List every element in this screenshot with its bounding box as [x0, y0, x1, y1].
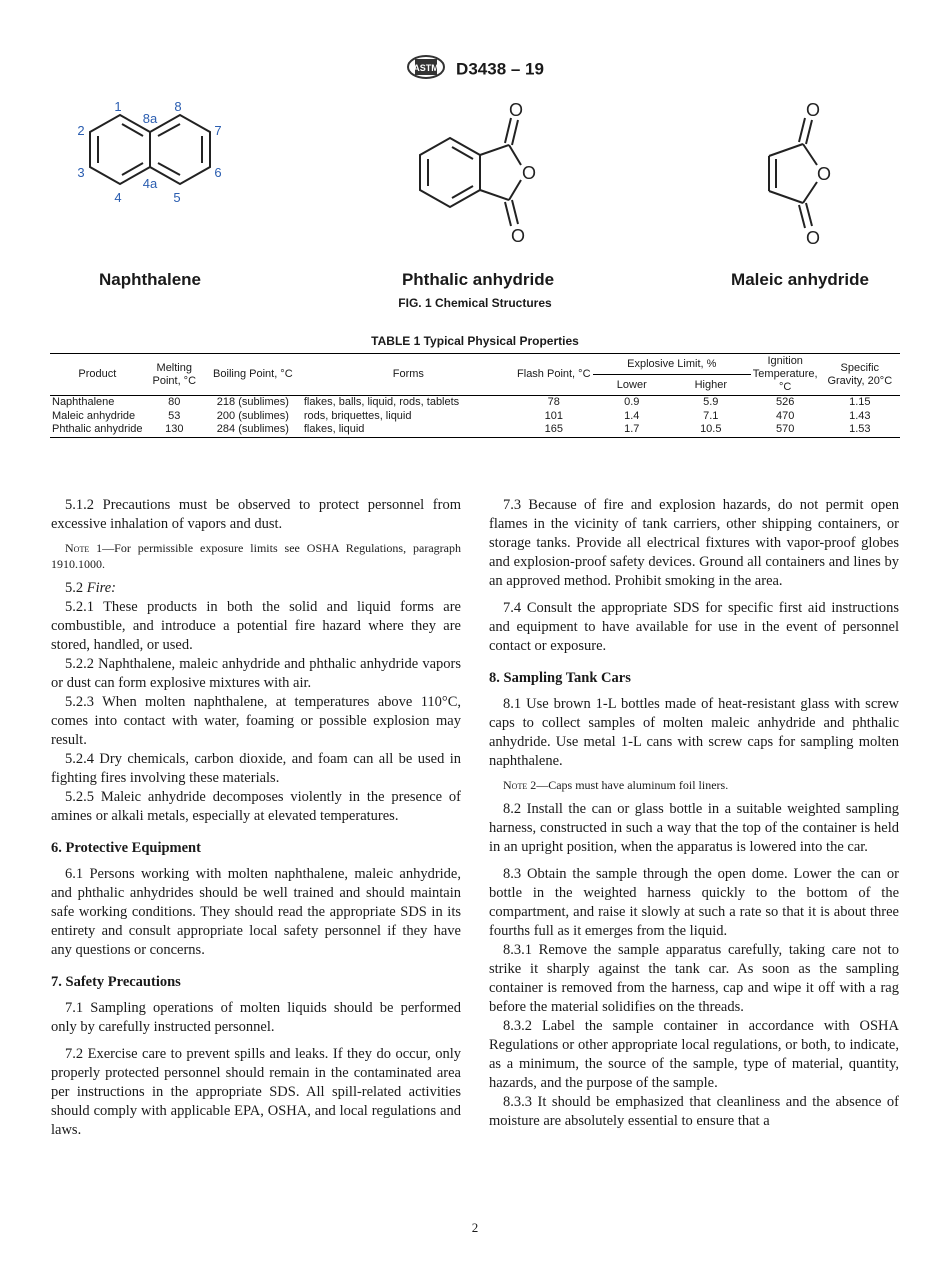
page-header — [0, 54, 950, 85]
locant-8: 8 — [174, 99, 182, 114]
paragraph-8-3-1: 8.3.1 Remove the sample apparatus carefully, taking care not to strike it sharply against the tank car. As soon as the sampling container is removed from the harness, cap and wipe it off with a rag before the material solidifies on the threads. — [489, 942, 899, 1015]
paragraph-7-3: 7.3 Because of fire and explosion hazards, do not permit open flames in the vicinity of tank carriers, other shipping containers, or storage tanks. Provide all electrical fixtures with vapor-proof globes and explosion-proof safety devices. Ground all containers and lines by an approved method. Prohibit smoking in the area. — [489, 497, 899, 589]
paragraph-5-1-2: 5.1.2 Precautions must be observed to protect personnel from excessive inhalation of vapors and dust. — [51, 497, 461, 532]
right-text-column — [489, 496, 899, 1131]
note-2-text: —Caps must have aluminum foil liners. — [536, 778, 729, 792]
header-ignition-temperature: Ignition Temperature, °C — [751, 354, 820, 396]
cell-higher: 10.5 — [671, 423, 751, 437]
paragraph-7-1: 7.1 Sampling operations of molten liquids should be performed only by carefully instructed personnel. — [51, 1000, 461, 1035]
carbonyl-oxygen-bottom: O — [510, 226, 526, 246]
cell-boiling: 200 (sublimes) — [216, 409, 289, 422]
paragraph-5-2 — [51, 579, 461, 598]
section-7-heading: 7. Safety Precautions — [51, 974, 181, 990]
note-2 — [489, 777, 899, 793]
locant-7: 7 — [214, 123, 222, 138]
paragraph-8-1: 8.1 Use brown 1-L bottles made of heat-resistant glass with screw caps to collect samples of molten maleic anhydride and phthalic anhydride. Use metal 1-L cans with screw caps for sampling molten naphthalene. — [489, 696, 899, 769]
carbonyl-oxygen-top: O — [805, 100, 821, 120]
cell-forms: flakes, liquid — [302, 423, 515, 437]
svg-text:ASTM: ASTM — [413, 63, 439, 73]
cell-flash: 101 — [544, 409, 563, 422]
cell-flash: 165 — [515, 423, 593, 437]
table-row — [50, 396, 900, 410]
cell-lower: 0.9 — [624, 396, 640, 408]
cell-product: Maleic anhydride — [52, 409, 136, 422]
paragraph-5-2-title: Fire: — [86, 580, 117, 596]
section-6-heading: 6. Protective Equipment — [51, 840, 201, 856]
locant-2: 2 — [77, 123, 85, 138]
carbonyl-oxygen-bottom: O — [805, 228, 821, 248]
paragraph-5-2-1: 5.2.1 These products in both the solid and liquid forms are combustible, and introduce a potential fire hazard where they are stored, handled, or used. — [51, 599, 461, 653]
cell-higher: 7.1 — [703, 409, 719, 422]
paragraph-8-3: 8.3 Obtain the sample through the open dome. Lower the can or bottle in the weighted harness quickly to the bottom of the compartment, and raise it slowly at such a rate so that it is about three fourths full as it emerges from the liquid. — [489, 866, 899, 939]
note-1-text: —For permissible exposure limits see OSHA Regulations, paragraph 1910.1000. — [51, 541, 461, 571]
phthalic-anhydride-label: Phthalic anhydride — [401, 270, 555, 289]
cell-higher: 5.9 — [703, 396, 719, 408]
maleic-anhydride-structure — [755, 96, 855, 248]
cell-product: Naphthalene — [52, 396, 115, 408]
phthalic-anhydride-structure — [405, 96, 550, 246]
paragraph-8-2: 8.2 Install the can or glass bottle in a suitable weighted sampling harness, constructed in such a way that the top of the container is held in an upright position, when the apparatus is lowered into the car. — [489, 801, 899, 855]
header-boiling-point: Boiling Point, °C — [204, 354, 302, 396]
header-product: Product — [50, 354, 145, 396]
cell-lower: 1.4 — [624, 409, 640, 422]
table-row — [50, 423, 900, 437]
left-text-column — [51, 496, 461, 1140]
cell-boiling: 218 (sublimes) — [216, 396, 289, 408]
physical-properties-table — [50, 353, 900, 438]
cell-gravity: 1.43 — [849, 409, 871, 422]
header-melting-point: Melting Point, °C — [145, 354, 204, 396]
paragraph-5-2-5: 5.2.5 Maleic anhydride decomposes violently in the presence of amines or alkali metals, especially at elevated temperatures. — [51, 789, 461, 824]
table-row — [50, 410, 900, 424]
paragraph-8-3-3: 8.3.3 It should be emphasized that cleanliness and the absence of moisture are absolutely essential to ensure that a — [489, 1094, 899, 1129]
cell-melting: 130 — [145, 423, 204, 437]
cell-gravity: 1.53 — [820, 423, 900, 437]
page-number: 2 — [471, 1220, 479, 1235]
locant-6: 6 — [214, 165, 222, 180]
paragraph-5-2-4: 5.2.4 Dry chemicals, carbon dioxide, and foam can all be used in fighting fires involving these materials. — [51, 751, 461, 786]
maleic-anhydride-label: Maleic anhydride — [731, 270, 869, 289]
locant-1: 1 — [114, 99, 122, 114]
paragraph-5-2-number: 5.2 — [65, 580, 87, 596]
cell-forms: flakes, balls, liquid, rods, tablets — [303, 396, 460, 408]
ring-oxygen: O — [816, 164, 832, 184]
section-8-heading: 8. Sampling Tank Cars — [489, 670, 631, 686]
paragraph-5-2-2: 5.2.2 Naphthalene, maleic anhydride and phthalic anhydride vapors or dust can form explosive mixtures with air. — [51, 656, 461, 691]
paragraph-7-2: 7.2 Exercise care to prevent spills and leaks. If they do occur, only properly protected personnel should remain in the contaminated area per instructions in the appropriate SDS. All spill-related activities should comply with applicable EPA, OSHA, and local regulations and laws. — [51, 1046, 461, 1138]
header-forms: Forms — [302, 354, 515, 396]
cell-flash: 78 — [547, 396, 560, 408]
figure-caption: FIG. 1 Chemical Structures — [398, 296, 552, 310]
table-title: TABLE 1 Typical Physical Properties — [371, 334, 579, 348]
astm-logo-icon — [406, 54, 446, 85]
naphthalene-label: Naphthalene — [98, 270, 202, 289]
locant-4a: 4a — [142, 176, 158, 191]
header-flash-point: Flash Point, °C — [515, 354, 593, 396]
document-designation: D3438 – 19 — [456, 59, 544, 79]
naphthalene-structure — [70, 95, 230, 210]
paragraph-6-1: 6.1 Persons working with molten naphthalene, maleic anhydride, and phthalic anhydrides should be well trained and should maintain safe working conditions. They should read the appropriate SDS in its entirety and consult appropriate local safety personnel if they have any questions or concerns. — [51, 866, 461, 958]
header-explosive-lower: Lower — [593, 375, 671, 396]
note-1 — [51, 540, 461, 572]
cell-melting: 53 — [168, 409, 181, 422]
note-1-label: Note 1 — [65, 541, 103, 555]
paragraph-8-3-2: 8.3.2 Label the sample container in accordance with OSHA Regulations or other appropriate local regulations, or both, to indicate, as a minimum, the source of the sample, type of material, quantity, hazards, and the purpose of the sample. — [489, 1018, 899, 1091]
header-explosive-higher: Higher — [671, 375, 751, 396]
cell-ignition: 526 — [776, 396, 795, 408]
header-specific-gravity: Specific Gravity, 20°C — [820, 354, 900, 396]
cell-product: Phthalic anhydride — [50, 423, 145, 437]
locant-3: 3 — [77, 165, 85, 180]
cell-boiling: 284 (sublimes) — [204, 423, 302, 437]
ring-oxygen: O — [521, 163, 537, 183]
paragraph-7-4: 7.4 Consult the appropriate SDS for specific first aid instructions and equipment to have available for use in the event of personnel contact or exposure. — [489, 600, 899, 654]
header-explosive-limit: Explosive Limit, % — [593, 354, 751, 375]
cell-gravity: 1.15 — [849, 396, 871, 408]
cell-ignition: 470 — [776, 409, 795, 422]
locant-8a: 8a — [142, 111, 158, 126]
cell-forms: rods, briquettes, liquid — [303, 409, 412, 422]
cell-melting: 80 — [168, 396, 181, 408]
locant-4: 4 — [114, 190, 122, 205]
cell-lower: 1.7 — [593, 423, 671, 437]
carbonyl-oxygen-top: O — [508, 100, 524, 120]
cell-ignition: 570 — [751, 423, 820, 437]
locant-5: 5 — [173, 190, 181, 205]
paragraph-5-2-3: 5.2.3 When molten naphthalene, at temperatures above 110°C, comes into contact with water, foaming or possible explosion may result. — [51, 694, 461, 748]
note-2-label: Note 2 — [503, 778, 537, 792]
